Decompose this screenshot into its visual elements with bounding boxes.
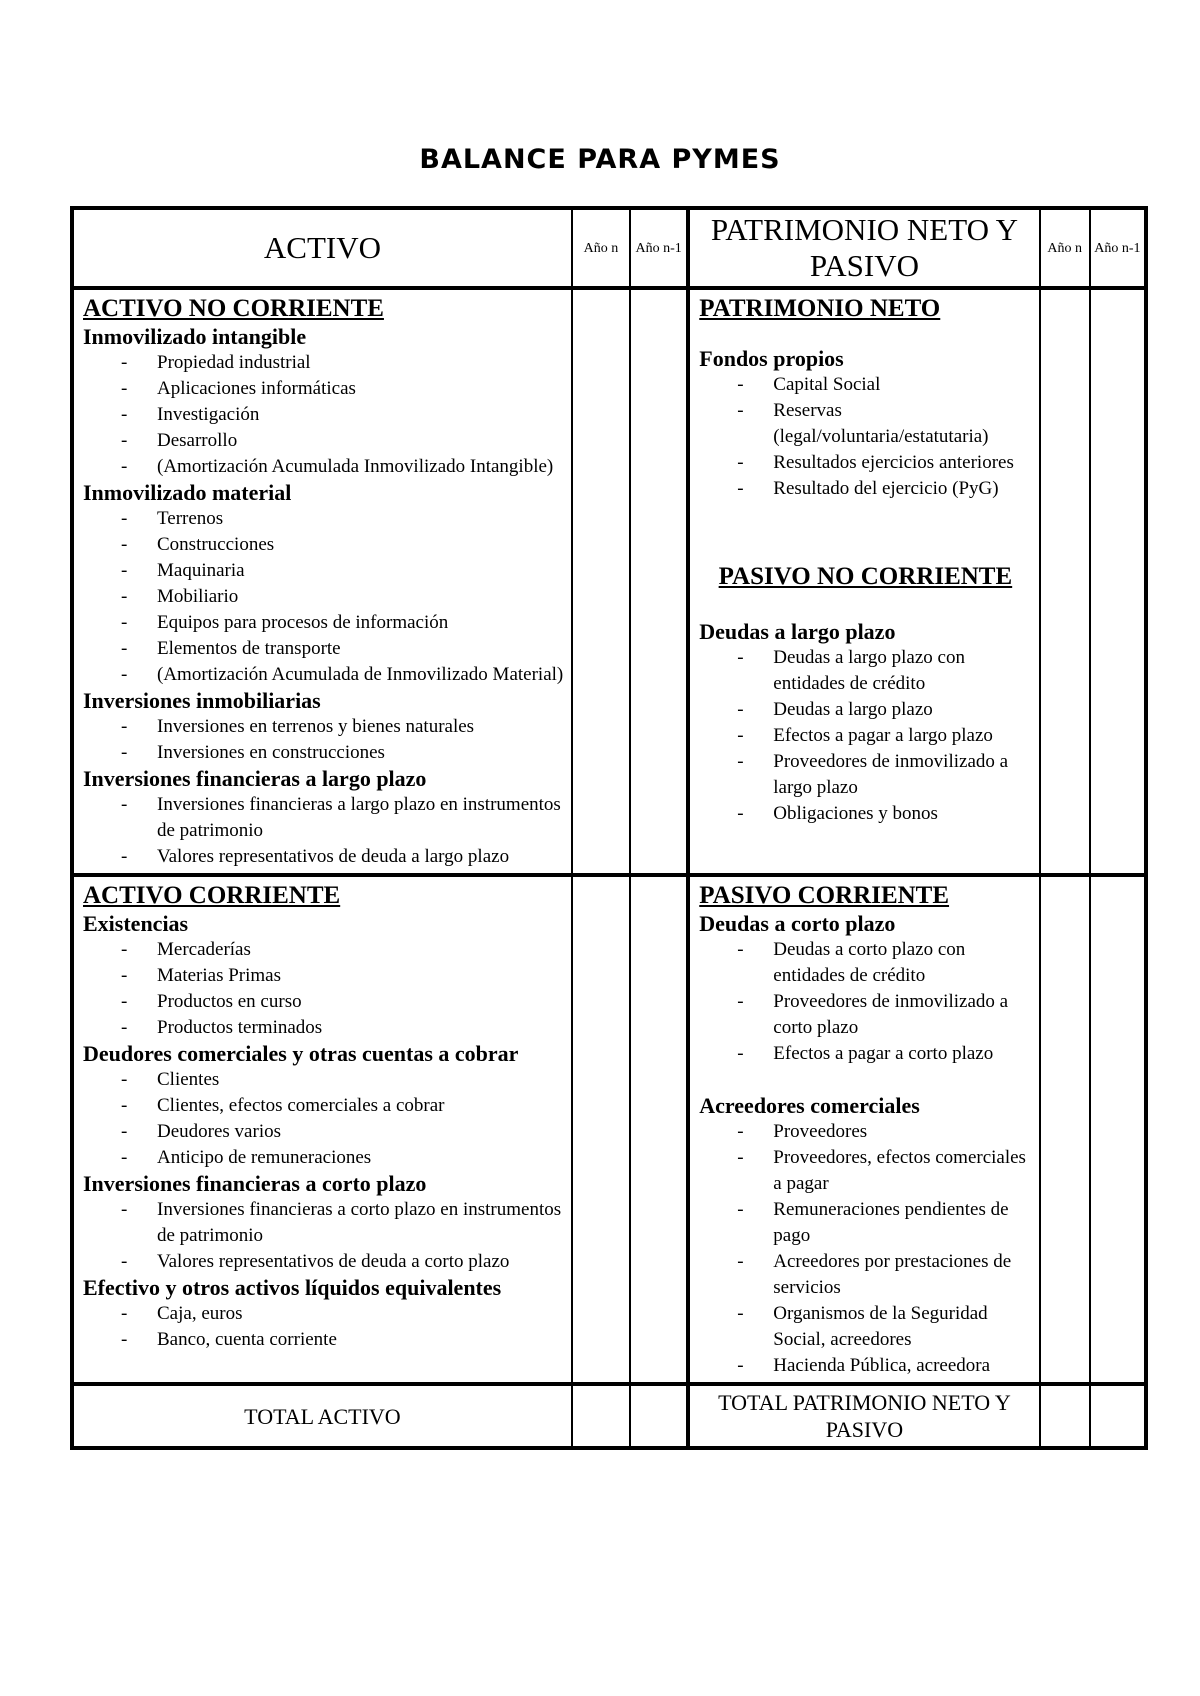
bullet-dash-icon: - — [121, 560, 128, 581]
list-item — [83, 989, 564, 1015]
value-cell[interactable] — [572, 875, 630, 1384]
list-item — [699, 1145, 1031, 1197]
cell-patrimonio-pasivo-no-corriente — [688, 288, 1039, 875]
list-item — [83, 844, 564, 870]
item-label: Mobiliario — [157, 586, 239, 607]
item-label: Deudas a corto plazo con entidades de crédito — [773, 939, 966, 986]
header-patrimonio-pasivo-label: PATRIMONIO NETO Y PASIVO — [710, 212, 1018, 283]
item-label: Inversiones financieras a largo plazo en instrumentos de patrimonio — [157, 794, 561, 841]
list-item — [83, 662, 564, 688]
total-patrimonio-pasivo-label: TOTAL PATRIMONIO NETO Y PASIVO — [718, 1390, 1011, 1442]
bullet-dash-icon: - — [737, 452, 744, 473]
item-list — [83, 1197, 564, 1275]
total-value-cell[interactable] — [1090, 1384, 1146, 1448]
list-item — [699, 645, 1031, 697]
list-item — [83, 1301, 564, 1327]
bullet-dash-icon: - — [121, 794, 128, 815]
list-item — [83, 1119, 564, 1145]
item-label: Obligaciones y bonos — [773, 803, 938, 824]
row-corriente — [72, 875, 1146, 1384]
bullet-dash-icon: - — [737, 647, 744, 668]
bullet-dash-icon: - — [737, 1303, 744, 1324]
item-list — [83, 506, 564, 688]
item-label: (Amortización Acumulada de Inmovilizado Material) — [157, 664, 564, 685]
list-item — [699, 450, 1031, 476]
item-label: Organismos de la Seguridad Social, acreedores — [773, 1303, 988, 1350]
item-label: Clientes, efectos comerciales a cobrar — [157, 1095, 445, 1116]
list-item — [83, 454, 564, 480]
section-title: ACTIVO NO CORRIENTE — [83, 295, 384, 322]
total-activo-label: TOTAL ACTIVO — [244, 1403, 401, 1429]
list-item — [83, 792, 564, 844]
list-item — [83, 1015, 564, 1041]
bullet-dash-icon: - — [121, 1303, 128, 1324]
list-item — [83, 532, 564, 558]
item-label: Anticipo de remuneraciones — [157, 1147, 372, 1168]
item-label: Desarrollo — [157, 430, 238, 451]
item-label: Investigación — [157, 404, 260, 425]
item-label: Propiedad industrial — [157, 352, 311, 373]
group-title: Inmovilizado intangible — [83, 324, 307, 349]
list-item — [699, 372, 1031, 398]
item-label: Caja, euros — [157, 1303, 243, 1324]
list-item — [699, 1353, 1031, 1379]
value-cell[interactable] — [1040, 875, 1090, 1384]
header-year-label: Año n — [583, 240, 619, 256]
item-label: Efectos a pagar a largo plazo — [773, 725, 993, 746]
header-pasivo-year-n — [1040, 208, 1090, 288]
bullet-dash-icon: - — [737, 1147, 744, 1168]
bullet-dash-icon: - — [737, 751, 744, 772]
bullet-dash-icon: - — [737, 725, 744, 746]
group-title: Inversiones inmobiliarias — [83, 688, 321, 713]
bullet-dash-icon: - — [121, 846, 128, 867]
bullet-dash-icon: - — [121, 612, 128, 633]
item-label: Aplicaciones informáticas — [157, 378, 356, 399]
value-cell[interactable] — [630, 875, 688, 1384]
header-year-label: Año n — [1047, 240, 1082, 256]
item-label: Hacienda Pública, acreedora — [773, 1355, 991, 1376]
header-activo — [72, 208, 572, 288]
list-item — [699, 1301, 1031, 1353]
total-activo — [72, 1384, 572, 1448]
item-label: Elementos de transporte — [157, 638, 341, 659]
bullet-dash-icon: - — [121, 1199, 128, 1220]
section-title: PASIVO CORRIENTE — [699, 882, 950, 909]
bullet-dash-icon: - — [737, 1355, 744, 1376]
list-item — [699, 801, 1031, 827]
list-item — [83, 428, 564, 454]
group-title: Inversiones financieras a corto plazo — [83, 1171, 427, 1196]
bullet-dash-icon: - — [121, 456, 128, 477]
list-item — [83, 506, 564, 532]
list-item — [83, 558, 564, 584]
item-label: Deudas a largo plazo — [773, 699, 933, 720]
item-list — [699, 645, 1031, 827]
cell-activo-no-corriente — [72, 288, 572, 875]
item-label: Acreedores por prestaciones de servicios — [773, 1251, 1012, 1298]
bullet-dash-icon: - — [121, 716, 128, 737]
item-label: Resultado del ejercicio (PyG) — [773, 478, 999, 499]
list-item — [83, 610, 564, 636]
group-title: Inmovilizado material — [83, 480, 292, 505]
bullet-dash-icon: - — [737, 478, 744, 499]
header-activo-label: ACTIVO — [263, 230, 381, 265]
bullet-dash-icon: - — [121, 430, 128, 451]
header-activo-year-n1 — [630, 208, 688, 288]
row-no-corriente — [72, 288, 1146, 875]
spacer — [699, 1067, 1031, 1093]
header-year-label: Año n-1 — [1094, 240, 1141, 256]
bullet-dash-icon: - — [121, 1251, 128, 1272]
bullet-dash-icon: - — [121, 1017, 128, 1038]
item-label: Equipos para procesos de información — [157, 612, 449, 633]
section-title: ACTIVO CORRIENTE — [83, 882, 341, 909]
balance-table — [70, 206, 1148, 1450]
bullet-dash-icon: - — [121, 1095, 128, 1116]
list-item — [83, 1145, 564, 1171]
value-cell[interactable] — [630, 288, 688, 875]
item-list — [83, 714, 564, 766]
bullet-dash-icon: - — [121, 378, 128, 399]
value-cell[interactable] — [1040, 288, 1090, 875]
item-label: Proveedores de inmovilizado a largo plazo — [773, 751, 1009, 798]
group-title: Acreedores comerciales — [699, 1093, 920, 1118]
item-label: Productos terminados — [157, 1017, 323, 1038]
list-item — [699, 476, 1031, 502]
item-label: Resultados ejercicios anteriores — [773, 452, 1014, 473]
list-item — [699, 749, 1031, 801]
item-label: Inversiones en construcciones — [157, 742, 385, 763]
list-item — [699, 1119, 1031, 1145]
item-list — [83, 350, 564, 480]
list-item — [699, 723, 1031, 749]
item-list — [699, 1119, 1031, 1379]
list-item — [83, 350, 564, 376]
list-item — [83, 402, 564, 428]
group-title: Existencias — [83, 911, 189, 936]
item-label: Reservas (legal/voluntaria/estatutaria) — [773, 400, 989, 447]
bullet-dash-icon: - — [121, 1069, 128, 1090]
total-value-cell[interactable] — [1040, 1384, 1090, 1448]
bullet-dash-icon: - — [121, 404, 128, 425]
item-list — [83, 792, 564, 870]
list-item — [83, 376, 564, 402]
item-label: Inversiones financieras a corto plazo en instrumentos de patrimonio — [157, 1199, 562, 1246]
item-label: Terrenos — [157, 508, 224, 529]
list-item — [699, 1197, 1031, 1249]
list-item — [83, 1197, 564, 1249]
item-label: Capital Social — [773, 374, 881, 395]
spacer — [699, 324, 1031, 346]
list-item — [83, 937, 564, 963]
section-title: PATRIMONIO NETO — [699, 295, 941, 322]
bullet-dash-icon: - — [121, 586, 128, 607]
item-label: Deudas a largo plazo con entidades de crédito — [773, 647, 965, 694]
cell-activo-corriente — [72, 875, 572, 1384]
bullet-dash-icon: - — [121, 534, 128, 555]
item-label: Efectos a pagar a corto plazo — [773, 1043, 994, 1064]
bullet-dash-icon: - — [737, 1121, 744, 1142]
bullet-dash-icon: - — [121, 638, 128, 659]
item-list — [83, 1301, 564, 1353]
list-item — [699, 937, 1031, 989]
bullet-dash-icon: - — [737, 803, 744, 824]
item-label: Construcciones — [157, 534, 275, 555]
item-label: Valores representativos de deuda a largo plazo — [157, 846, 510, 867]
bullet-dash-icon: - — [121, 742, 128, 763]
list-item — [83, 963, 564, 989]
page-title: BALANCE PARA PYMES — [419, 144, 781, 175]
bullet-dash-icon: - — [121, 965, 128, 986]
bullet-dash-icon: - — [737, 400, 744, 421]
bullet-dash-icon: - — [737, 939, 744, 960]
value-cell[interactable] — [572, 288, 630, 875]
cell-pasivo-corriente — [688, 875, 1039, 1384]
bullet-dash-icon: - — [121, 508, 128, 529]
item-label: Proveedores, efectos comerciales a pagar — [773, 1147, 1026, 1194]
total-value-cell[interactable] — [630, 1384, 688, 1448]
header-pasivo-year-n1 — [1090, 208, 1146, 288]
value-cell[interactable] — [1090, 875, 1146, 1384]
item-list — [83, 1067, 564, 1171]
bullet-dash-icon: - — [121, 991, 128, 1012]
item-label: Deudores varios — [157, 1121, 281, 1142]
list-item — [83, 714, 564, 740]
total-patrimonio-pasivo — [688, 1384, 1039, 1448]
item-list — [83, 937, 564, 1041]
item-label: Proveedores — [773, 1121, 868, 1142]
item-label: (Amortización Acumulada Inmovilizado Intangible) — [157, 456, 554, 477]
list-item — [83, 584, 564, 610]
item-label: Banco, cuenta corriente — [157, 1329, 337, 1350]
group-title: Deudas a corto plazo — [699, 911, 896, 936]
total-value-cell[interactable] — [572, 1384, 630, 1448]
group-title: Efectivo y otros activos líquidos equivalentes — [83, 1275, 502, 1300]
list-item — [83, 1093, 564, 1119]
list-item — [699, 398, 1031, 450]
header-patrimonio-pasivo — [688, 208, 1039, 288]
list-item — [83, 1067, 564, 1093]
bullet-dash-icon: - — [121, 1329, 128, 1350]
bullet-dash-icon: - — [737, 991, 744, 1012]
value-cell[interactable] — [1090, 288, 1146, 875]
group-title: Inversiones financieras a largo plazo — [83, 766, 427, 791]
group-title: Fondos propios — [699, 346, 844, 371]
header-activo-year-n — [572, 208, 630, 288]
bullet-dash-icon: - — [121, 939, 128, 960]
bullet-dash-icon: - — [121, 664, 128, 685]
list-item — [83, 1327, 564, 1353]
bullet-dash-icon: - — [737, 1199, 744, 1220]
item-list — [699, 372, 1031, 502]
list-item — [83, 1249, 564, 1275]
bullet-dash-icon: - — [121, 352, 128, 373]
group-title: Deudores comerciales y otras cuentas a cobrar — [83, 1041, 519, 1066]
list-item — [699, 1041, 1031, 1067]
bullet-dash-icon: - — [121, 1147, 128, 1168]
bullet-dash-icon: - — [121, 1121, 128, 1142]
list-item — [83, 636, 564, 662]
list-item — [699, 989, 1031, 1041]
spacer — [699, 593, 1031, 619]
item-label: Mercaderías — [157, 939, 251, 960]
item-label: Productos en curso — [157, 991, 302, 1012]
item-label: Clientes — [157, 1069, 220, 1090]
group-title: Deudas a largo plazo — [699, 619, 896, 644]
item-label: Remuneraciones pendientes de pago — [773, 1199, 1009, 1246]
list-item — [699, 1249, 1031, 1301]
item-label: Materias Primas — [157, 965, 282, 986]
bullet-dash-icon: - — [737, 374, 744, 395]
item-label: Valores representativos de deuda a corto plazo — [157, 1251, 510, 1272]
list-item — [699, 697, 1031, 723]
item-label: Inversiones en terrenos y bienes naturales — [157, 716, 475, 737]
bullet-dash-icon: - — [737, 699, 744, 720]
bullet-dash-icon: - — [737, 1251, 744, 1272]
header-year-label: Año n-1 — [635, 240, 682, 256]
item-label: Proveedores de inmovilizado a corto plazo — [773, 991, 1009, 1038]
item-label: Maquinaria — [157, 560, 245, 581]
section-title: PASIVO NO CORRIENTE — [718, 563, 1013, 590]
item-list — [699, 937, 1031, 1067]
bullet-dash-icon: - — [737, 1043, 744, 1064]
list-item — [83, 740, 564, 766]
